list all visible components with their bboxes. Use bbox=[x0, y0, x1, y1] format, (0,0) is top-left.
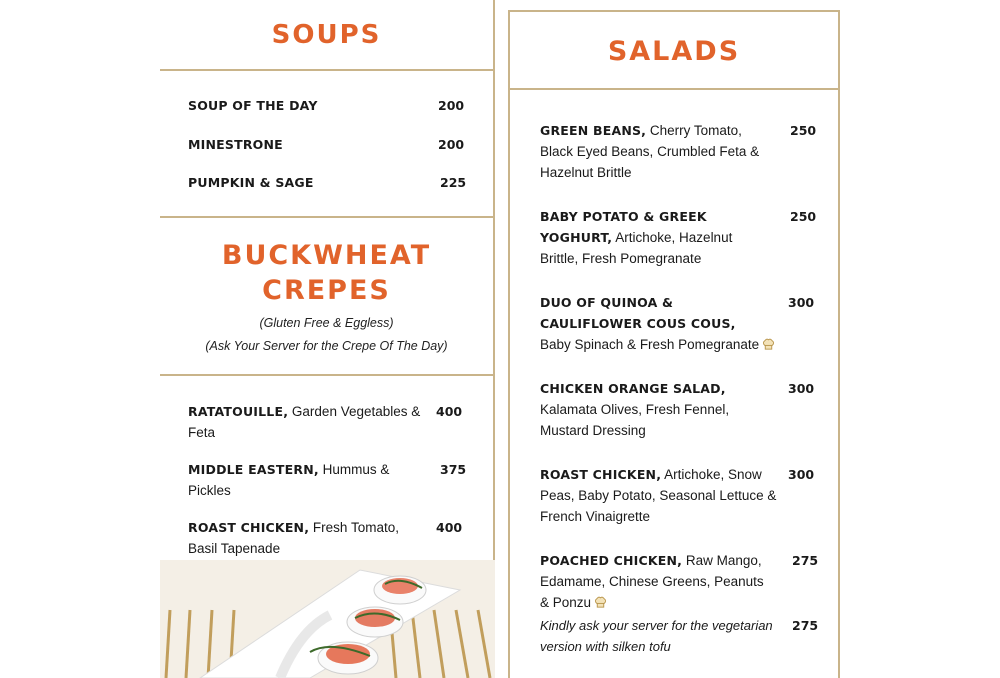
crepe-item-2 bbox=[188, 459, 438, 501]
salad-item-6 bbox=[540, 550, 790, 613]
item-price: 300 bbox=[788, 381, 815, 396]
right-menu-panel bbox=[508, 10, 840, 678]
item-name: GREEN BEANS, bbox=[540, 123, 647, 138]
food-photo bbox=[160, 560, 495, 678]
item-price: 200 bbox=[438, 137, 465, 152]
item-desc: Kalamata Olives, Fresh Fennel, bbox=[540, 402, 730, 417]
item-desc: French Vinaigrette bbox=[540, 509, 651, 524]
item-price: 400 bbox=[436, 520, 463, 535]
soup-item-2 bbox=[188, 134, 283, 155]
crepe-of-day-note: (Ask Your Server for the Crepe Of The Day) bbox=[205, 339, 448, 353]
item-price: 250 bbox=[790, 209, 817, 224]
crepe-item-3 bbox=[188, 517, 438, 559]
salad-item-4 bbox=[540, 378, 790, 441]
divider bbox=[160, 374, 493, 376]
item-desc: Garden Vegetables & bbox=[288, 404, 421, 419]
item-name: POACHED CHICKEN, bbox=[540, 553, 683, 568]
item-desc: Feta bbox=[188, 425, 216, 440]
divider bbox=[160, 216, 493, 218]
vegetarian-note bbox=[540, 615, 790, 657]
divider bbox=[160, 69, 493, 71]
item-name: YOGHURT, bbox=[540, 230, 613, 245]
item-name: BABY POTATO & GREEK bbox=[540, 209, 707, 224]
item-price: 275 bbox=[792, 553, 819, 568]
crepe-item-1 bbox=[188, 401, 438, 443]
item-price: 225 bbox=[440, 175, 467, 190]
salad-item-3 bbox=[540, 292, 790, 355]
item-name: ROAST CHICKEN, bbox=[188, 520, 310, 535]
item-desc: Hazelnut Brittle bbox=[540, 165, 632, 180]
item-price: 300 bbox=[788, 295, 815, 310]
item-name: PUMPKIN & SAGE bbox=[188, 175, 314, 190]
item-price: 400 bbox=[436, 404, 463, 419]
soups-heading: SOUPS bbox=[271, 20, 382, 50]
item-name: CHICKEN ORANGE SALAD, bbox=[540, 381, 726, 396]
item-name: MINESTRONE bbox=[188, 137, 283, 152]
gluten-free-note: (Gluten Free & Eggless) bbox=[259, 316, 394, 330]
item-name: ROAST CHICKEN, bbox=[540, 467, 662, 482]
salad-item-2 bbox=[540, 206, 785, 269]
veg-note-line1: Kindly ask your server for the vegetarian bbox=[540, 618, 773, 633]
salads-heading: SALADS bbox=[607, 36, 741, 67]
veg-price: 275 bbox=[792, 618, 819, 633]
item-desc: Black Eyed Beans, Crumbled Feta & bbox=[540, 144, 760, 159]
item-name: RATATOUILLE, bbox=[188, 404, 289, 419]
spoons-illustration bbox=[160, 560, 495, 678]
item-name: DUO OF QUINOA & bbox=[540, 295, 674, 310]
item-desc: Artichoke, Hazelnut bbox=[612, 230, 733, 245]
crepes-heading-line2: CREPES bbox=[262, 275, 391, 306]
soup-item-1 bbox=[188, 95, 318, 116]
veg-note-line2: version with silken tofu bbox=[540, 639, 671, 654]
item-desc: Peas, Baby Potato, Seasonal Lettuce & bbox=[540, 488, 777, 503]
item-desc: Edamame, Chinese Greens, Peanuts bbox=[540, 574, 764, 589]
item-desc: Cherry Tomato, bbox=[646, 123, 742, 138]
item-desc: Mustard Dressing bbox=[540, 423, 646, 438]
item-price: 375 bbox=[440, 462, 467, 477]
item-price: 200 bbox=[438, 98, 465, 113]
item-desc: & Ponzu bbox=[540, 595, 592, 610]
item-name: SOUP OF THE DAY bbox=[188, 98, 318, 113]
item-name: CAULIFLOWER COUS COUS, bbox=[540, 316, 736, 331]
chef-hat-icon bbox=[762, 338, 775, 351]
item-desc: Fresh Tomato, bbox=[309, 520, 399, 535]
salad-item-1 bbox=[540, 120, 780, 183]
divider bbox=[510, 88, 838, 90]
item-desc: Basil Tapenade bbox=[188, 541, 281, 556]
item-price: 300 bbox=[788, 467, 815, 482]
soup-item-3 bbox=[188, 172, 314, 193]
item-desc: Raw Mango, bbox=[682, 553, 762, 568]
crepes-heading bbox=[160, 238, 493, 308]
item-desc: Artichoke, Snow bbox=[661, 467, 762, 482]
item-desc: Hummus & bbox=[318, 462, 390, 477]
crepes-heading-line1: BUCKWHEAT bbox=[221, 240, 432, 271]
salad-item-5 bbox=[540, 464, 790, 527]
item-desc: Pickles bbox=[188, 483, 231, 498]
chef-hat-icon bbox=[594, 596, 607, 609]
item-name: MIDDLE EASTERN, bbox=[188, 462, 319, 477]
item-desc: Baby Spinach & Fresh Pomegranate bbox=[540, 337, 760, 352]
item-price: 250 bbox=[790, 123, 817, 138]
item-desc: Brittle, Fresh Pomegranate bbox=[540, 251, 702, 266]
